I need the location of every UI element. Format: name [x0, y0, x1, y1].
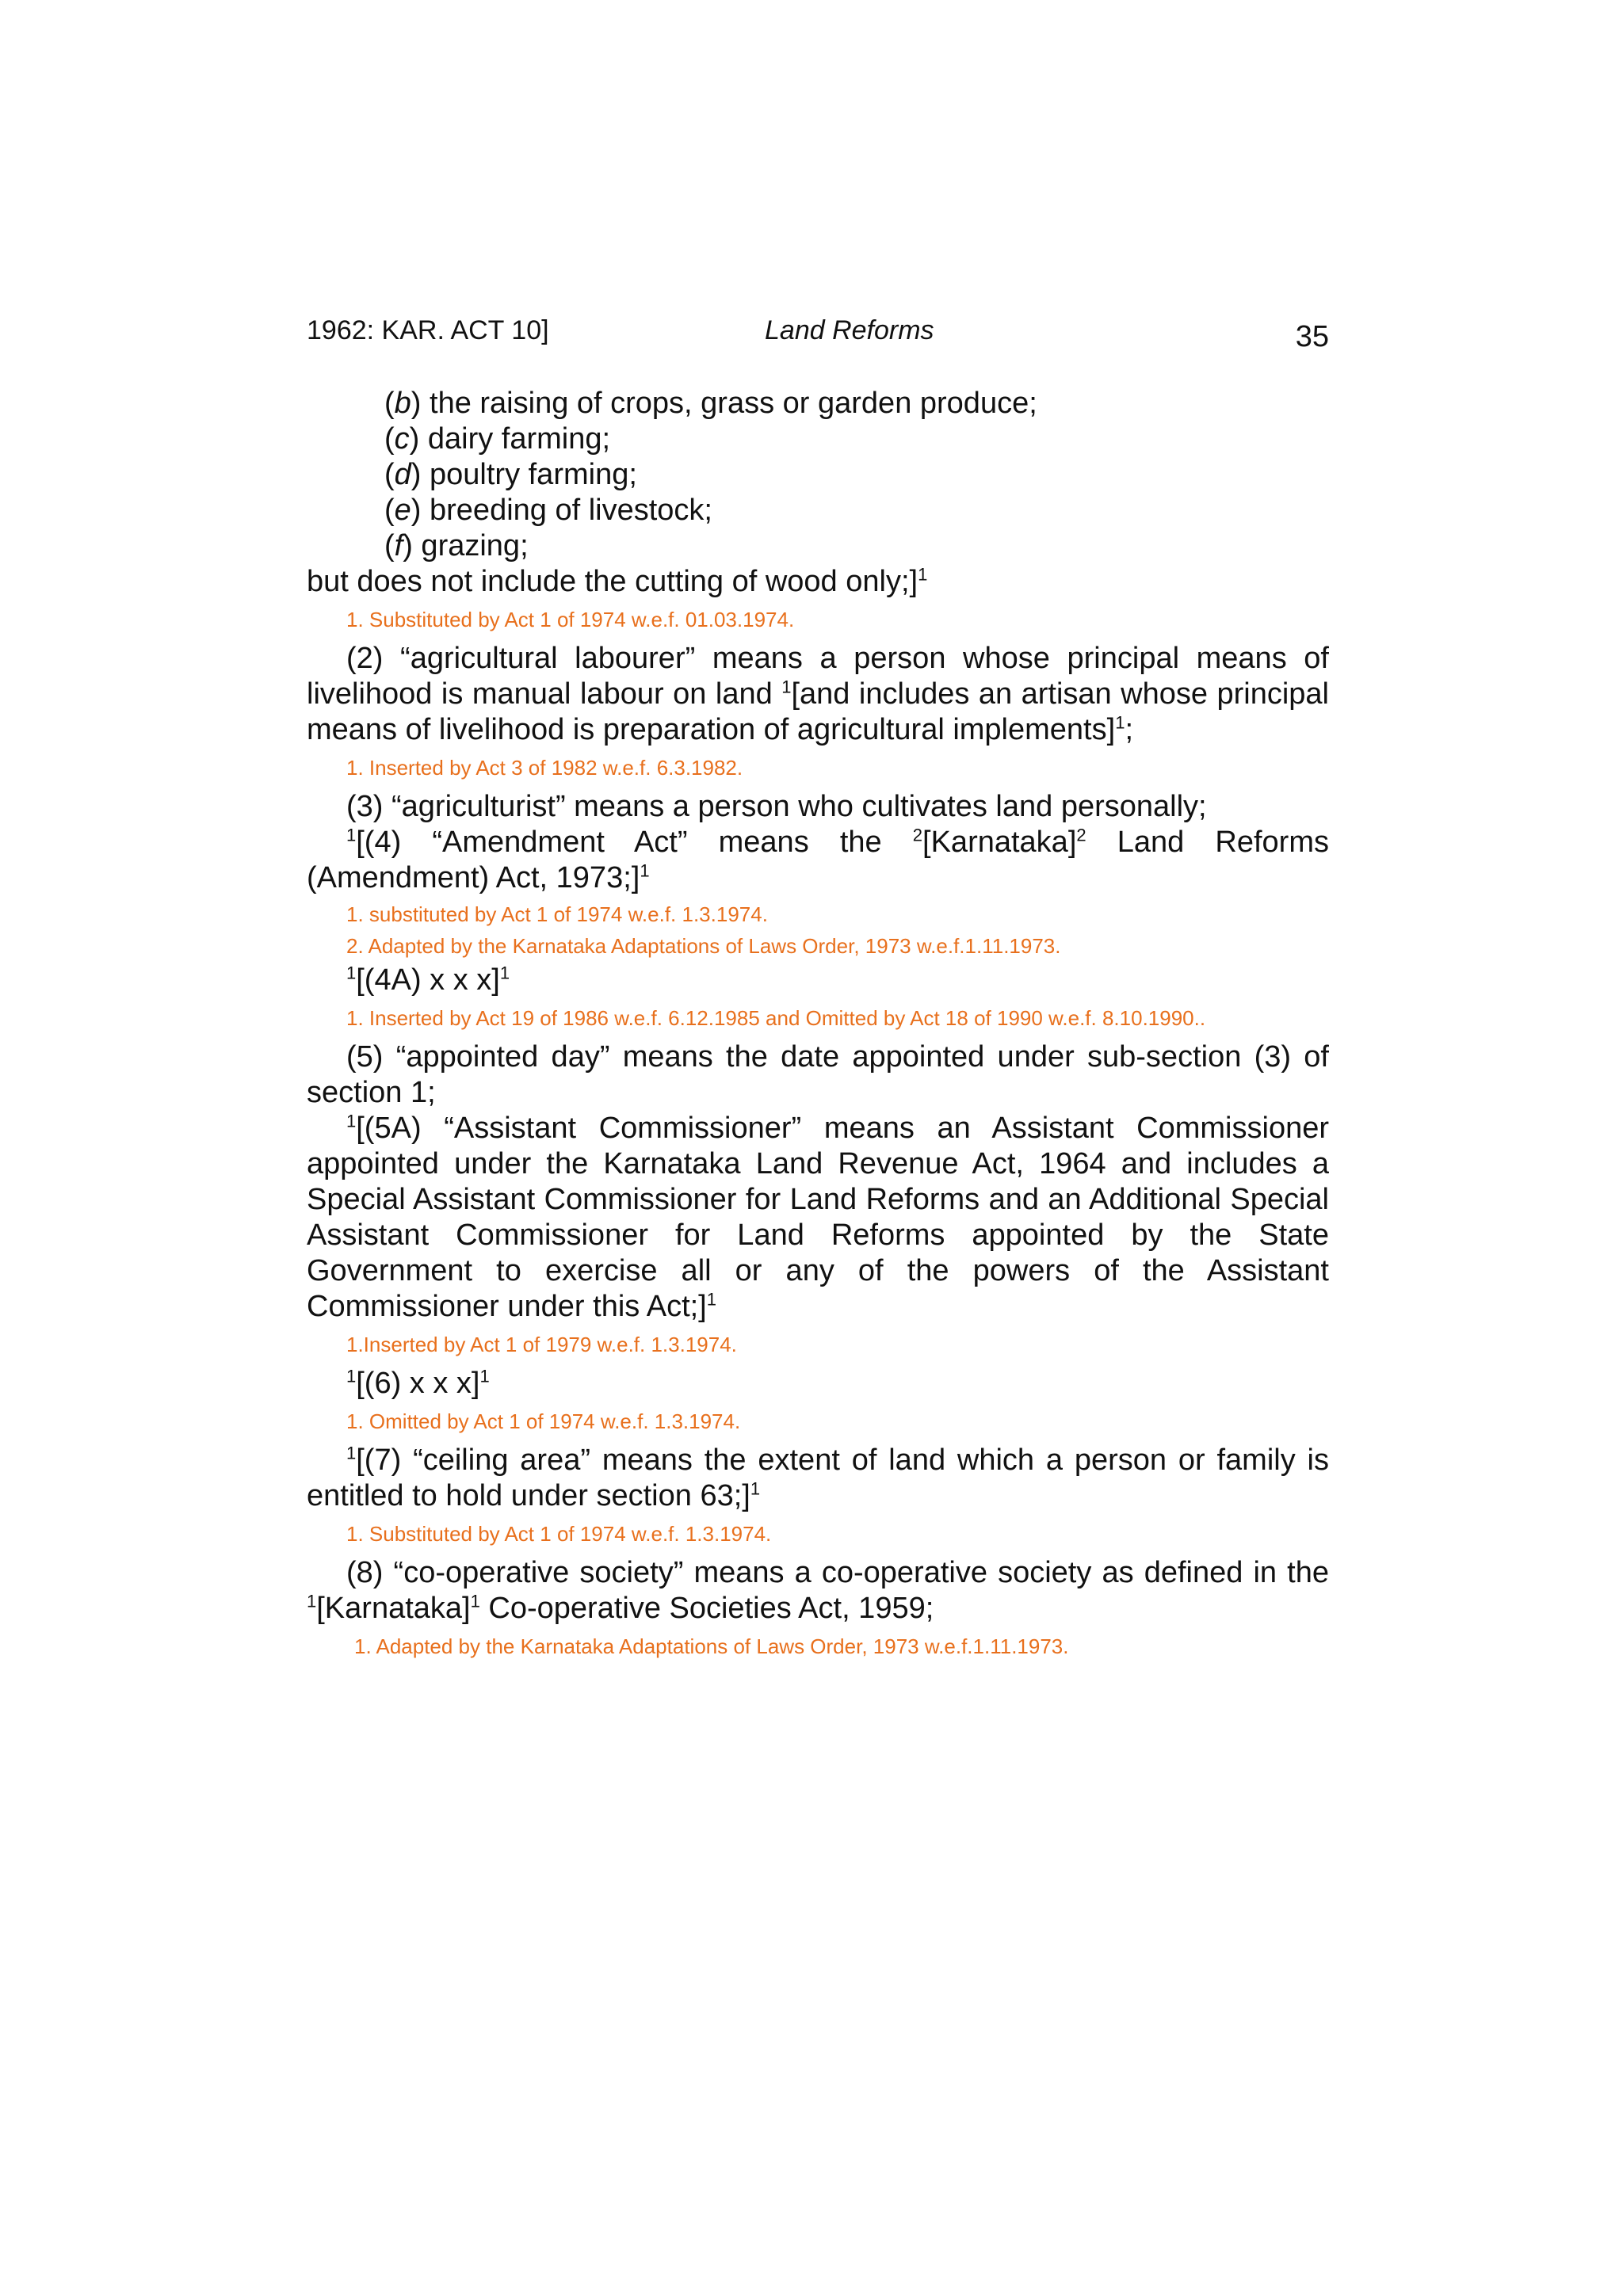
footnote-marker: 2	[1076, 825, 1086, 845]
clause-letter: d	[394, 458, 411, 491]
definition-3: (3) “agriculturist” means a person who cultivates land personally;	[346, 790, 1207, 823]
clause-c: (c) dairy farming;	[384, 422, 611, 456]
footnote-marker: 1	[918, 564, 928, 585]
footnote-marker: 1	[470, 1591, 480, 1611]
clause-e: (e) breeding of livestock;	[384, 494, 712, 527]
footnote: 1. Inserted by Act 3 of 1982 w.e.f. 6.3.1982.	[346, 756, 743, 780]
header-act-reference: 1962: KAR. ACT 10]	[307, 315, 549, 345]
definition-7	[307, 1443, 1329, 1514]
footnote: 2. Adapted by the Karnataka Adaptations of Laws Order, 1973 w.e.f.1.11.1973.	[346, 934, 1061, 958]
paragraph-text: [(7) “ceiling area” means the extent of land which a person or family is entitled to hold under section 63;]	[307, 1444, 1329, 1512]
paragraph-text: (8) “co-operative society” means a co-operative society as defined in the	[346, 1556, 1329, 1589]
document-body	[307, 386, 1329, 1668]
footnote: 1. Substituted by Act 1 of 1974 w.e.f. 1.3.1974.	[346, 1522, 772, 1546]
paragraph-text: but does not include the cutting of wood only;]	[307, 565, 918, 598]
footnote: 1. Substituted by Act 1 of 1974 w.e.f. 01.03.1974.	[346, 608, 795, 631]
definition-1-tail	[307, 564, 1329, 600]
paragraph-text: [(5A) “Assistant Commissioner” means an Assistant Commissioner appointed under the Karnataka Land Revenue Act, 1964 and includes a Special Assistant Commissioner for Land Reforms and an Additional Special Assistant Commissioner for Land Reforms appointed by the State Government to exercise all or any of the powers of the Assistant Commissioner under this Act;]	[307, 1112, 1329, 1323]
footnote-marker: 1	[499, 963, 510, 983]
header-title: Land Reforms	[765, 315, 934, 345]
clause-f: (f) grazing;	[384, 529, 529, 563]
paragraph-text: [(6) x x x]	[356, 1367, 480, 1400]
clause-letter: c	[394, 422, 410, 456]
paragraph-text: [Karnataka]	[922, 826, 1077, 859]
footnote-marker: 1	[346, 825, 357, 845]
footnote-marker: 1	[307, 1591, 317, 1611]
clause-text: ) dairy farming;	[409, 422, 611, 456]
paragraph-text: Land Reforms (Amendment) Act, 1973;]	[307, 826, 1329, 894]
running-header	[307, 315, 1329, 355]
clause-text: ) grazing;	[403, 529, 529, 563]
footnote-marker: 1	[346, 963, 357, 983]
clause-letter: e	[394, 494, 411, 527]
definition-5: (5) “appointed day” means the date appointed under sub-section (3) of section 1;	[307, 1040, 1329, 1109]
clause-letter: b	[394, 387, 411, 420]
footnote-marker: 1	[1115, 712, 1125, 733]
definition-2	[307, 641, 1329, 748]
paragraph-text: [(4A) x x x]	[356, 963, 500, 997]
definition-5a	[307, 1111, 1329, 1325]
definition-8	[307, 1555, 1329, 1627]
paragraph-text: Co-operative Societies Act, 1959;	[479, 1592, 934, 1625]
footnote-marker: 1	[706, 1289, 716, 1310]
clause-text: ) poultry farming;	[411, 458, 637, 491]
paragraph-text: [and includes an artisan whose principal means of livelihood is preparation of agricultural implements]	[307, 677, 1329, 746]
footnote-marker: 1	[750, 1478, 761, 1499]
clause-d: (d) poultry farming;	[384, 458, 637, 491]
footnote: 1. substituted by Act 1 of 1974 w.e.f. 1.3.1974.	[346, 902, 768, 926]
footnote: 1.Inserted by Act 1 of 1979 w.e.f. 1.3.1974.	[346, 1333, 737, 1356]
paragraph-text: (2) “agricultural labourer” means a person whose principal means of livelihood is manual labour on land	[307, 642, 1329, 711]
footnote-marker: 2	[912, 825, 923, 845]
paragraph-text: ;	[1125, 713, 1133, 746]
footnote-marker: 1	[346, 1366, 357, 1386]
footnote-marker: 1	[346, 1111, 357, 1131]
footnote-marker: 1	[781, 677, 792, 697]
footnote-marker: 1	[640, 860, 650, 881]
clause-letter: f	[394, 529, 403, 563]
footnote-marker: 1	[479, 1366, 490, 1386]
paragraph-text: [Karnataka]	[316, 1592, 471, 1625]
footnote: 1. Inserted by Act 19 of 1986 w.e.f. 6.12.1985 and Omitted by Act 18 of 1990 w.e.f. 8.10.1990..	[346, 1006, 1206, 1030]
clause-b: (b) the raising of crops, grass or garden produce;	[384, 387, 1037, 420]
clause-text: ) the raising of crops, grass or garden produce;	[411, 387, 1037, 420]
footnote-marker: 1	[346, 1443, 357, 1463]
clause-text: ) breeding of livestock;	[411, 494, 712, 527]
footnote: 1. Adapted by the Karnataka Adaptations of Laws Order, 1973 w.e.f.1.11.1973.	[354, 1634, 1069, 1658]
definition-4	[307, 825, 1329, 896]
page-number: 35	[1295, 320, 1329, 353]
definition-6	[307, 1366, 1329, 1402]
definition-4a	[307, 963, 1329, 998]
footnote: 1. Omitted by Act 1 of 1974 w.e.f. 1.3.1974.	[346, 1409, 741, 1433]
paragraph-text: [(4) “Amendment Act” means the	[356, 826, 913, 859]
